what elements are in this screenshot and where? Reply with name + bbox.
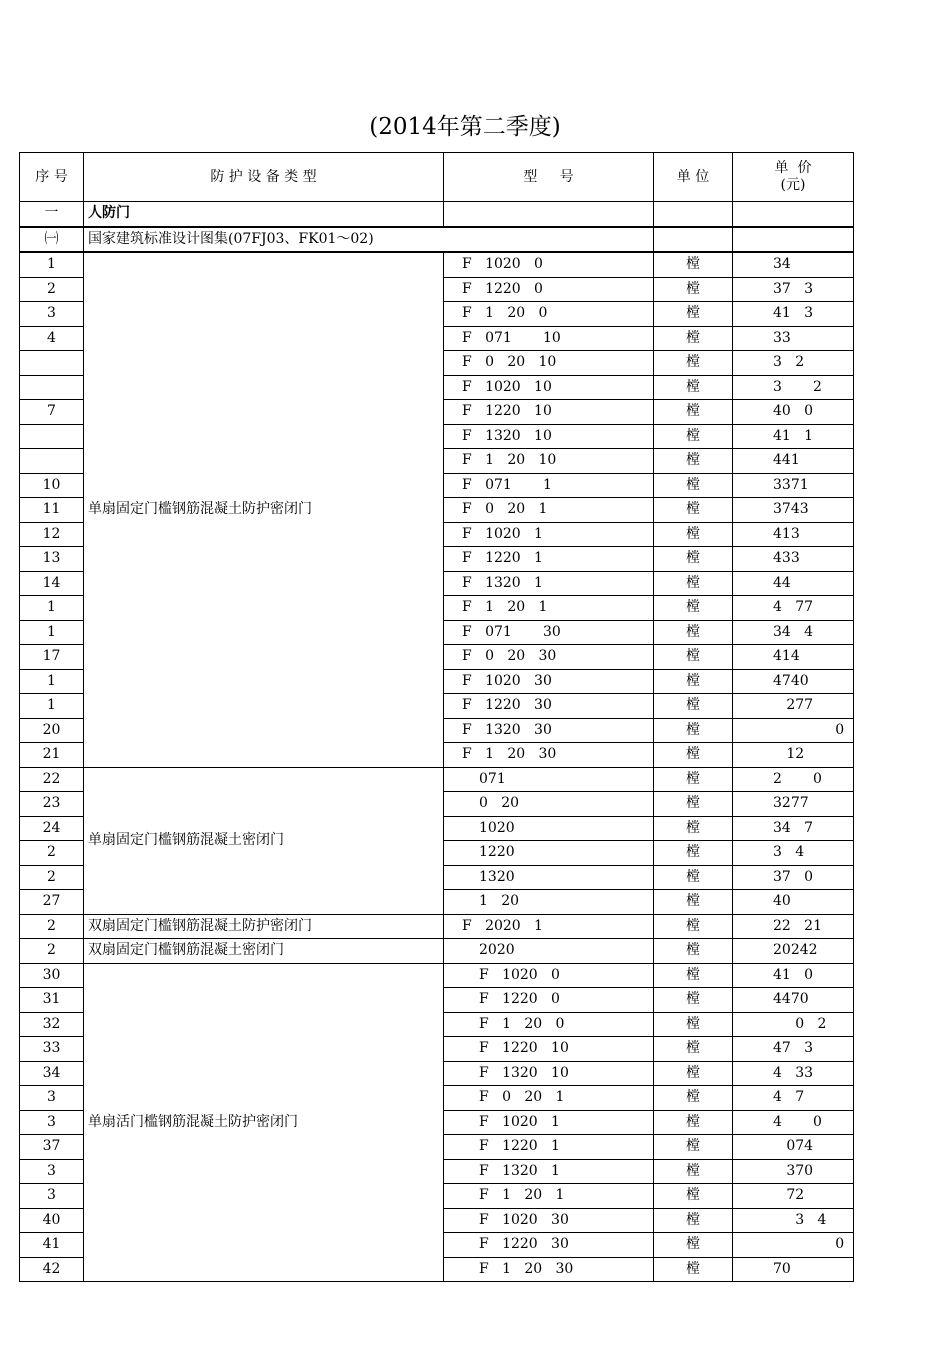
row-model: F 1020 30 xyxy=(444,669,654,694)
row-seq: 2 xyxy=(20,841,84,866)
row-price: 370 xyxy=(733,1159,854,1184)
row-type: 单扇固定门槛钢筋混凝土防护密闭门 xyxy=(84,252,444,767)
row-model: F 1020 0 xyxy=(444,963,654,988)
row-seq: 37 xyxy=(20,1135,84,1160)
empty-cell xyxy=(733,227,854,253)
row-price: 3 4 xyxy=(733,1208,854,1233)
row-unit: 樘 xyxy=(654,596,733,621)
row-price: 37 0 xyxy=(733,865,854,890)
row-unit: 樘 xyxy=(654,1257,733,1282)
row-seq: 27 xyxy=(20,890,84,915)
table-row xyxy=(20,963,854,988)
row-price: 0 xyxy=(733,1233,854,1258)
row-seq: 3 xyxy=(20,1159,84,1184)
row-price: 4 7 xyxy=(733,1086,854,1111)
row-price: 433 xyxy=(733,547,854,572)
row-price: 4 0 xyxy=(733,1110,854,1135)
header-seq: 序 号 xyxy=(20,153,84,202)
row-unit: 樘 xyxy=(654,914,733,939)
row-price: 3743 xyxy=(733,498,854,523)
row-unit: 樘 xyxy=(654,277,733,302)
row-price: 0 2 xyxy=(733,1012,854,1037)
row-model: F 071 10 xyxy=(444,326,654,351)
row-seq: 1 xyxy=(20,596,84,621)
row-seq: 31 xyxy=(20,988,84,1013)
row-model: F 1 20 1 xyxy=(444,1184,654,1209)
header-price-label: 单 价 xyxy=(774,160,812,176)
row-model: 071 xyxy=(444,767,654,792)
empty-cell xyxy=(444,202,654,227)
row-price: 414 xyxy=(733,645,854,670)
row-model: F 1 20 0 xyxy=(444,1012,654,1037)
row-seq: 41 xyxy=(20,1233,84,1258)
row-price: 41 3 xyxy=(733,302,854,327)
row-unit: 樘 xyxy=(654,522,733,547)
row-model: F 1220 10 xyxy=(444,400,654,425)
section-name: 人防门 xyxy=(84,202,444,227)
header-row xyxy=(20,153,854,202)
empty-cell xyxy=(654,202,733,227)
row-model: F 0 20 1 xyxy=(444,1086,654,1111)
row-unit: 樘 xyxy=(654,1159,733,1184)
row-price: 3277 xyxy=(733,792,854,817)
row-model: F 1020 0 xyxy=(444,252,654,277)
row-unit: 樘 xyxy=(654,865,733,890)
row-unit: 樘 xyxy=(654,743,733,768)
row-seq: 24 xyxy=(20,816,84,841)
row-unit: 樘 xyxy=(654,1110,733,1135)
row-model: F 1220 30 xyxy=(444,1233,654,1258)
row-unit: 樘 xyxy=(654,1061,733,1086)
row-unit: 樘 xyxy=(654,963,733,988)
row-price: 4 77 xyxy=(733,596,854,621)
row-price: 20242 xyxy=(733,939,854,964)
row-model: F 1220 30 xyxy=(444,694,654,719)
header-unit: 单 位 xyxy=(654,153,733,202)
row-model: F 1 20 30 xyxy=(444,743,654,768)
row-model: F 1020 1 xyxy=(444,1110,654,1135)
row-unit: 樘 xyxy=(654,473,733,498)
row-unit: 樘 xyxy=(654,841,733,866)
row-seq: 30 xyxy=(20,963,84,988)
row-price: 413 xyxy=(733,522,854,547)
row-price: 34 4 xyxy=(733,620,854,645)
row-unit: 樘 xyxy=(654,1086,733,1111)
row-price: 4740 xyxy=(733,669,854,694)
row-price: 2 0 xyxy=(733,767,854,792)
row-unit: 樘 xyxy=(654,620,733,645)
row-seq: 3 xyxy=(20,302,84,327)
row-price: 441 xyxy=(733,449,854,474)
header-price-unit: (元) xyxy=(780,177,806,193)
row-unit: 樘 xyxy=(654,988,733,1013)
row-model: F 1 20 10 xyxy=(444,449,654,474)
row-seq: 14 xyxy=(20,571,84,596)
row-model: F 1320 30 xyxy=(444,718,654,743)
row-seq: 1 xyxy=(20,620,84,645)
header-price xyxy=(733,153,854,202)
row-model: F 071 1 xyxy=(444,473,654,498)
row-unit: 樘 xyxy=(654,939,733,964)
row-seq: 2 xyxy=(20,939,84,964)
row-unit: 樘 xyxy=(654,1037,733,1062)
table-row xyxy=(20,939,854,964)
row-model: 0 20 xyxy=(444,792,654,817)
row-seq: 42 xyxy=(20,1257,84,1282)
row-model: F 1320 1 xyxy=(444,571,654,596)
row-unit: 樘 xyxy=(654,1208,733,1233)
row-seq xyxy=(20,375,84,400)
row-model: F 1320 1 xyxy=(444,1159,654,1184)
row-price: 3371 xyxy=(733,473,854,498)
table-row xyxy=(20,767,854,792)
row-price: 33 xyxy=(733,326,854,351)
row-seq: 1 xyxy=(20,669,84,694)
row-model: F 1020 1 xyxy=(444,522,654,547)
row-unit: 樘 xyxy=(654,816,733,841)
row-unit: 樘 xyxy=(654,1184,733,1209)
row-unit: 樘 xyxy=(654,302,733,327)
row-unit: 樘 xyxy=(654,252,733,277)
row-model: F 1 20 30 xyxy=(444,1257,654,1282)
row-seq: 1 xyxy=(20,694,84,719)
subsection-row xyxy=(20,227,854,253)
row-unit: 樘 xyxy=(654,1012,733,1037)
row-model: F 1320 10 xyxy=(444,1061,654,1086)
row-unit: 樘 xyxy=(654,375,733,400)
row-unit: 樘 xyxy=(654,694,733,719)
row-price: 4470 xyxy=(733,988,854,1013)
subsection-no: ㈠ xyxy=(20,227,84,253)
subsection-name: 国家建筑标准设计图集(07FJ03、FK01～02) xyxy=(84,227,654,253)
row-unit: 樘 xyxy=(654,645,733,670)
row-unit: 樘 xyxy=(654,326,733,351)
row-seq: 12 xyxy=(20,522,84,547)
row-model: F 071 30 xyxy=(444,620,654,645)
row-seq: 33 xyxy=(20,1037,84,1062)
row-type: 单扇固定门槛钢筋混凝土密闭门 xyxy=(84,767,444,914)
row-price: 3 2 xyxy=(733,351,854,376)
row-price: 22 21 xyxy=(733,914,854,939)
header-type: 防 护 设 备 类 型 xyxy=(84,153,444,202)
row-model: F 1320 10 xyxy=(444,424,654,449)
row-price: 40 xyxy=(733,890,854,915)
row-unit: 樘 xyxy=(654,351,733,376)
row-seq xyxy=(20,351,84,376)
row-seq: 40 xyxy=(20,1208,84,1233)
row-type: 单扇活门槛钢筋混凝土防护密闭门 xyxy=(84,963,444,1282)
row-unit: 樘 xyxy=(654,547,733,572)
row-price: 0 xyxy=(733,718,854,743)
row-type: 双扇固定门槛钢筋混凝土防护密闭门 xyxy=(84,914,444,939)
row-seq: 2 xyxy=(20,277,84,302)
row-price: 074 xyxy=(733,1135,854,1160)
row-model: F 2020 1 xyxy=(444,914,654,939)
row-model: F 1 20 0 xyxy=(444,302,654,327)
row-seq: 3 xyxy=(20,1110,84,1135)
row-model: 2020 xyxy=(444,939,654,964)
row-unit: 樘 xyxy=(654,767,733,792)
row-model: 1020 xyxy=(444,816,654,841)
row-price: 4 33 xyxy=(733,1061,854,1086)
row-seq: 23 xyxy=(20,792,84,817)
row-unit: 樘 xyxy=(654,1135,733,1160)
row-model: F 1220 1 xyxy=(444,1135,654,1160)
row-price: 277 xyxy=(733,694,854,719)
table-row xyxy=(20,914,854,939)
row-price: 41 1 xyxy=(733,424,854,449)
row-model: F 1220 0 xyxy=(444,988,654,1013)
row-price: 47 3 xyxy=(733,1037,854,1062)
row-price: 44 xyxy=(733,571,854,596)
row-seq: 4 xyxy=(20,326,84,351)
row-unit: 樘 xyxy=(654,400,733,425)
row-seq: 3 xyxy=(20,1184,84,1209)
section-row xyxy=(20,202,854,227)
row-seq: 34 xyxy=(20,1061,84,1086)
row-seq: 1 xyxy=(20,252,84,277)
row-seq: 10 xyxy=(20,473,84,498)
row-model: F 0 20 1 xyxy=(444,498,654,523)
row-model: F 1 20 1 xyxy=(444,596,654,621)
row-model: F 1220 10 xyxy=(444,1037,654,1062)
row-unit: 樘 xyxy=(654,449,733,474)
section-no: 一 xyxy=(20,202,84,227)
empty-cell xyxy=(654,227,733,253)
row-model: F 1020 10 xyxy=(444,375,654,400)
row-price: 37 3 xyxy=(733,277,854,302)
row-type: 双扇固定门槛钢筋混凝土密闭门 xyxy=(84,939,444,964)
row-model: F 0 20 30 xyxy=(444,645,654,670)
header-model: 型 号 xyxy=(444,153,654,202)
row-price: 3 2 xyxy=(733,375,854,400)
row-seq: 22 xyxy=(20,767,84,792)
row-seq xyxy=(20,424,84,449)
row-seq: 3 xyxy=(20,1086,84,1111)
row-unit: 樘 xyxy=(654,1233,733,1258)
row-price: 40 0 xyxy=(733,400,854,425)
row-price: 3 4 xyxy=(733,841,854,866)
row-unit: 樘 xyxy=(654,792,733,817)
row-price: 70 xyxy=(733,1257,854,1282)
row-model: F 1020 30 xyxy=(444,1208,654,1233)
row-seq: 20 xyxy=(20,718,84,743)
row-seq: 2 xyxy=(20,914,84,939)
row-seq: 7 xyxy=(20,400,84,425)
row-model: 1 20 xyxy=(444,890,654,915)
empty-cell xyxy=(733,202,854,227)
row-seq: 11 xyxy=(20,498,84,523)
row-model: 1320 xyxy=(444,865,654,890)
row-model: 1220 xyxy=(444,841,654,866)
row-seq xyxy=(20,449,84,474)
row-model: F 0 20 10 xyxy=(444,351,654,376)
row-unit: 樘 xyxy=(654,718,733,743)
row-seq: 32 xyxy=(20,1012,84,1037)
row-price: 34 7 xyxy=(733,816,854,841)
row-unit: 樘 xyxy=(654,669,733,694)
row-price: 12 xyxy=(733,743,854,768)
row-seq: 17 xyxy=(20,645,84,670)
row-price: 34 xyxy=(733,252,854,277)
row-unit: 樘 xyxy=(654,498,733,523)
table-row xyxy=(20,252,854,277)
row-price: 72 xyxy=(733,1184,854,1209)
row-seq: 13 xyxy=(20,547,84,572)
row-unit: 樘 xyxy=(654,571,733,596)
row-unit: 樘 xyxy=(654,890,733,915)
price-table xyxy=(19,152,854,1282)
row-model: F 1220 0 xyxy=(444,277,654,302)
row-seq: 21 xyxy=(20,743,84,768)
row-unit: 樘 xyxy=(654,424,733,449)
row-seq: 2 xyxy=(20,865,84,890)
row-price: 41 0 xyxy=(733,963,854,988)
row-model: F 1220 1 xyxy=(444,547,654,572)
page-title: (2014年第二季度) xyxy=(369,114,561,140)
